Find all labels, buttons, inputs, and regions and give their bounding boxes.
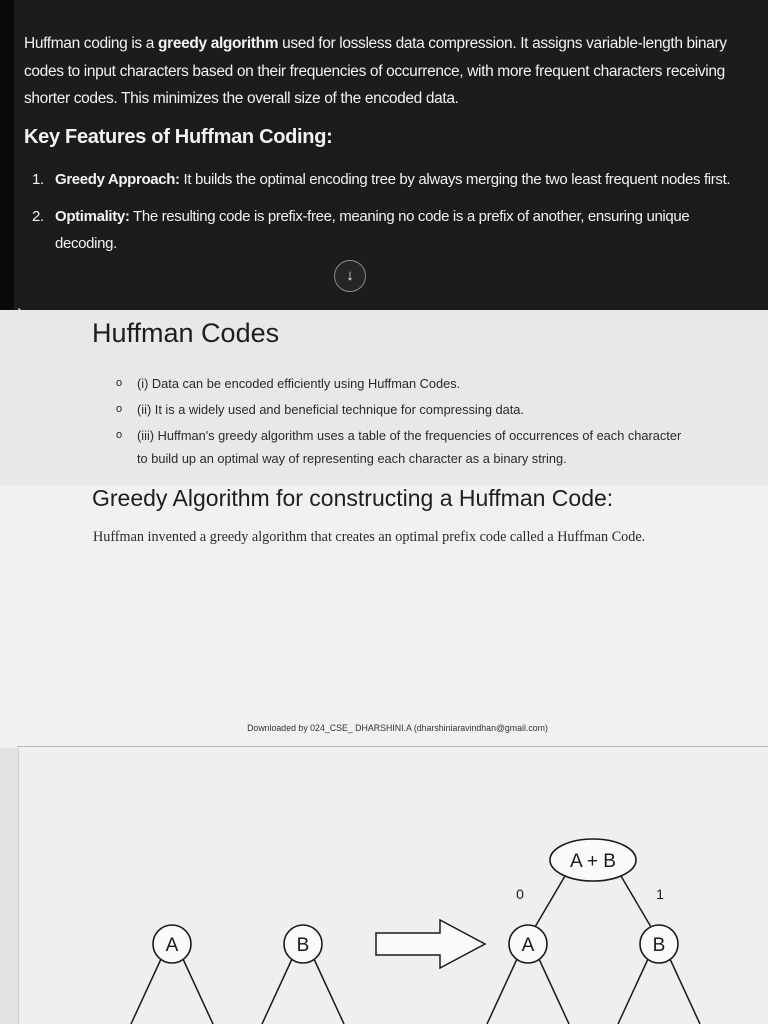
tree-node-b: [262, 925, 344, 1024]
svg-text:B: B: [652, 935, 666, 956]
list-item: o (iii) Huffman's greedy algorithm uses a table of the frequencies of occurrences of each character to build up an optimal way of representing each character as a binary string.: [116, 428, 682, 466]
greedy-algorithm-page: [0, 485, 768, 748]
svg-text:A: A: [165, 935, 179, 956]
slide-bullet-list: [116, 372, 686, 473]
tree-node-a: [131, 925, 213, 1024]
download-footer: Downloaded by 024_CSE_ DHARSHINI.A (dharshiniaravindhan@gmail.com): [247, 723, 548, 733]
svg-text:B: B: [296, 935, 310, 956]
scroll-to-bottom-button[interactable]: [334, 260, 366, 292]
svg-text:A: A: [521, 935, 535, 956]
arrow-down-icon: ↓: [346, 267, 354, 284]
root-label: A + B: [570, 851, 616, 872]
feature-item: 2. Optimality: The resulting code is prefix-free, meaning no code is a prefix of another, ensuring unique decoding.: [32, 208, 690, 252]
huffman-codes-slide: [0, 310, 768, 485]
huffman-tree-diagram: [0, 748, 768, 1024]
chat-response-panel: [0, 0, 768, 310]
features-heading: Key Features of Huffman Coding:: [24, 126, 333, 148]
huffman-tree-page: [0, 748, 768, 1024]
section-description: Huffman invented a greedy algorithm that creates an optimal prefix code called a Huffman Code.: [93, 529, 646, 545]
edge-label-0: 0: [516, 886, 524, 902]
list-item: o (ii) It is a widely used and beneficial technique for compressing data.: [116, 402, 524, 417]
list-item: o (i) Data can be encoded efficiently using Huffman Codes.: [116, 376, 461, 391]
panel-edge: [0, 0, 14, 310]
merged-tree: [487, 839, 700, 1024]
right-branch: [621, 876, 651, 927]
left-branch: [535, 876, 565, 927]
intro-paragraph: Huffman coding is a greedy algorithm used for lossless data compression. It assigns variable-length binary codes to input characters based on their frequencies of occurrence, with more frequent characters receiving shorter codes. This minimizes the overall size of the encoded data.: [24, 35, 727, 107]
slide-title: Huffman Codes: [92, 318, 280, 348]
features-list: [24, 166, 739, 267]
intro-bold-term: greedy algorithm: [158, 35, 279, 52]
transform-arrow: [376, 920, 485, 968]
page-divider: [17, 746, 768, 747]
edge-label-1: 1: [656, 886, 664, 902]
section-title: Greedy Algorithm for constructing a Huffman Code:: [92, 485, 614, 511]
feature-item: 1. Greedy Approach: It builds the optimal encoding tree by always merging the two least frequent nodes first.: [32, 171, 731, 188]
